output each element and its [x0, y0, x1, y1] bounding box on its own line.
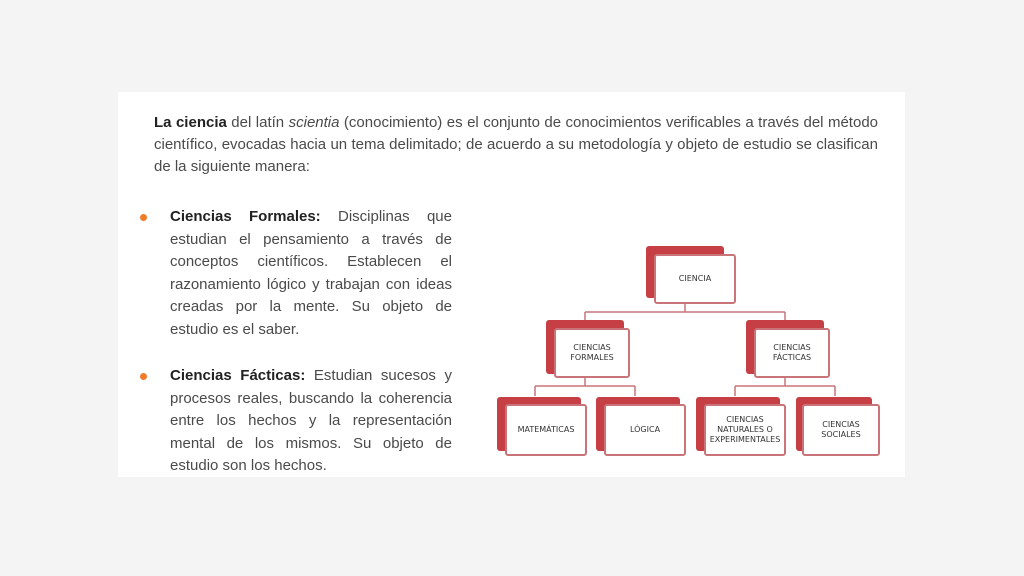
node-logica — [604, 404, 686, 456]
node-ciencias-naturales — [704, 404, 786, 456]
node-ciencia — [654, 254, 736, 304]
intro-rest: (conocimiento) es el conjunto de conocimientos verificables a través del método científico, evocadas hacia un tema delimitado; de acuerdo a su metodología y objeto de estudio se clasifican de la siguiente manera: — [154, 114, 878, 175]
node-label: CIENCIA — [678, 274, 712, 283]
node-label: MATEMÁTICAS — [517, 425, 575, 434]
intro-paragraph — [154, 112, 878, 178]
node-label: CIENCIAS NATURALES O EXPERIMENTALES — [709, 415, 781, 444]
node-ciencias-facticas — [754, 328, 830, 378]
bullet-dot-icon — [140, 214, 147, 221]
intro-latin-word: scientia — [288, 114, 340, 131]
bullet-facticas — [140, 365, 452, 478]
node-label: CIENCIAS FORMALES — [570, 343, 614, 362]
intro-pre-latin: del latín — [226, 114, 289, 131]
node-matematicas — [505, 404, 587, 456]
intro-term: La ciencia — [154, 114, 227, 131]
slide-content — [118, 92, 905, 477]
node-label: CIENCIAS FÁCTICAS — [772, 343, 812, 362]
bullet-list — [140, 206, 452, 502]
bullet-text: Estudian sucesos y procesos reales, buscando la coherencia entre los hechos y la representación mental de los mismos. Su objeto de estudio son los hechos. — [170, 367, 452, 474]
classification-diagram — [488, 240, 888, 465]
bullet-title: Ciencias Formales: — [170, 208, 321, 225]
node-label: LÓGICA — [629, 425, 661, 434]
bullet-title: Ciencias Fácticas: — [170, 367, 306, 384]
node-ciencias-formales — [554, 328, 630, 378]
bullet-text: Disciplinas que estudian el pensamiento a través de conceptos científicos. Establecen el razonamiento lógico y trabajan con ideas creadas por la mente. Su objeto de estudio es el saber. — [170, 208, 452, 338]
node-label: CIENCIAS SOCIALES — [821, 420, 861, 439]
bullet-formales — [140, 206, 452, 341]
bullet-dot-icon — [140, 373, 147, 380]
node-ciencias-sociales — [802, 404, 880, 456]
